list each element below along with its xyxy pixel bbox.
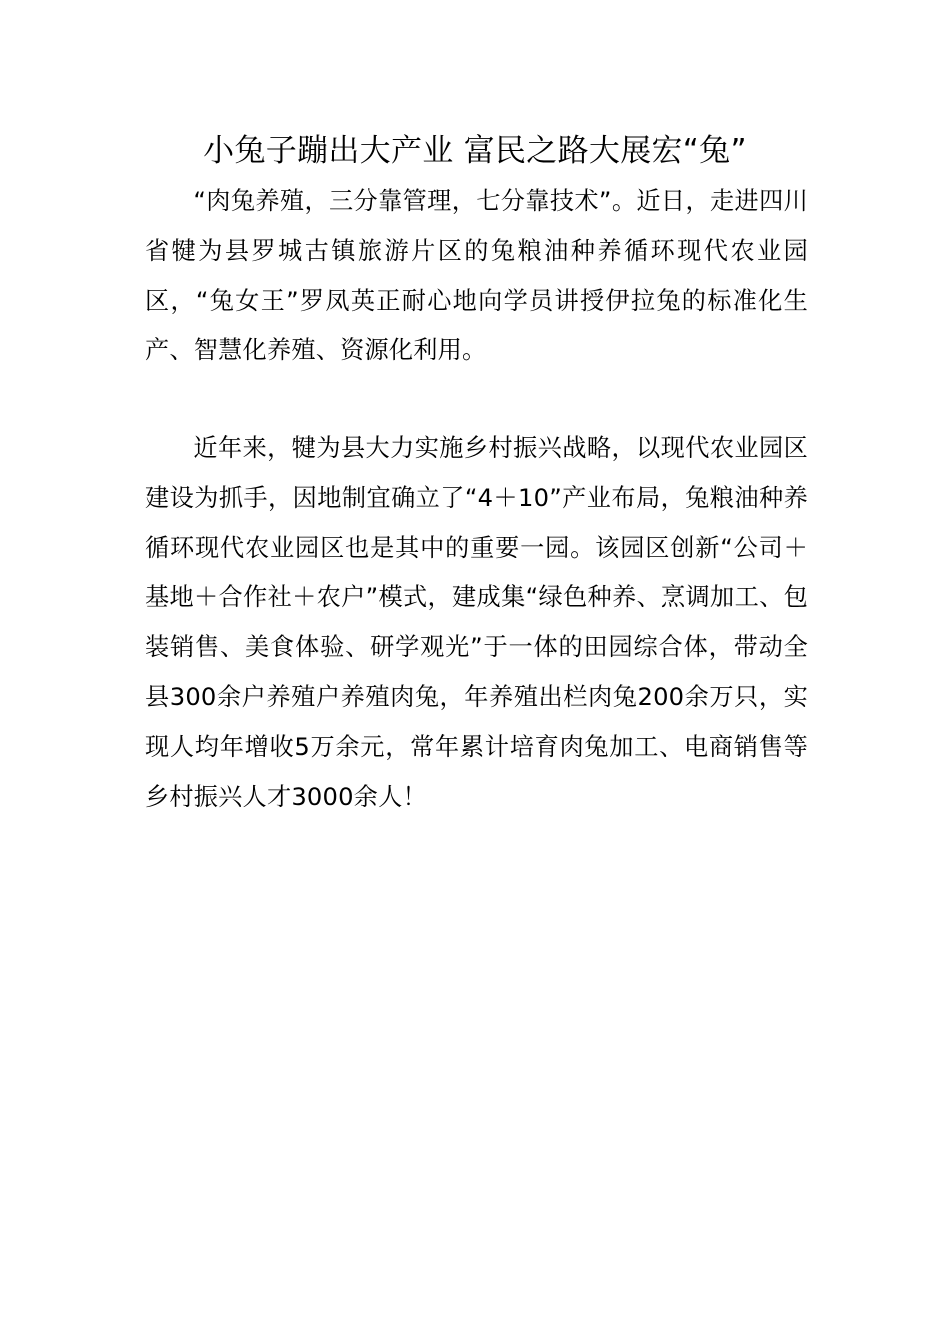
paragraph-intro: “肉兔养殖，三分靠管理，七分靠技术”。近日，走进四川省犍为县罗城古镇旅游片区的兔粮油种养循环现代农业园区，“兔女王”罗凤英正耐心地向学员讲授伊拉兔的标准化生产、智慧化养殖、资源化利用。 <box>145 187 808 365</box>
paragraph-body: 近年来，犍为县大力实施乡村振兴战略，以现代农业园区建设为抓手，因地制宜确立了“4＋10”产业布局，兔粮油种养循环现代农业园区也是其中的重要一园。该园区创新“公司＋基地＋合作社＋农户”模式，建成集“绿色种养、烹调加工、包装销售、美食体验、研学观光”于一体的田园综合体，带动全县300余户养殖户养殖肉兔，年养殖出栏肉兔200余万只，实现人均年增收5万余元，常年累计培育肉兔加工、电商销售等乡村振兴人才3000余人！ <box>145 434 808 811</box>
document-title: 小兔子蹦出大产业 富民之路大展宏“兔” <box>203 133 747 169</box>
